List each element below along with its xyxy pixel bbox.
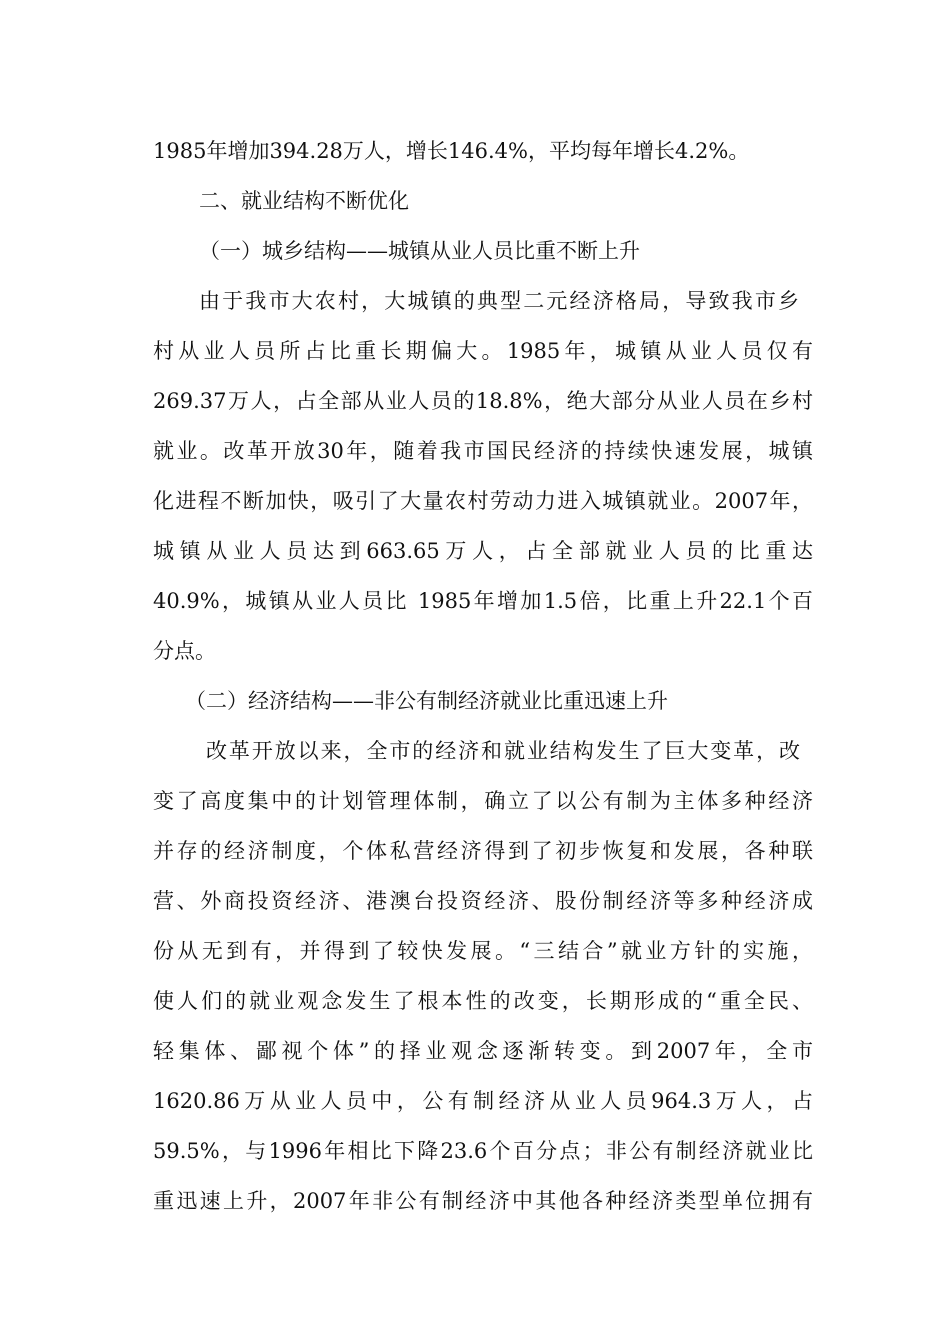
paragraph-line: 改革开放以来，全市的经济和就业结构发生了巨大变革，改: [206, 739, 800, 763]
subsection-heading: （二）经济结构——非公有制经济就业比重迅速上升: [185, 689, 668, 713]
paragraph-line: 变了高度集中的计划管理体制，确立了以公有制为主体多种经济: [153, 789, 813, 813]
section-heading: 二、就业结构不断优化: [199, 189, 409, 213]
paragraph-line: 40.9%，城镇从业人员比 1985年增加1.5倍，比重上升22.1个百: [153, 589, 813, 613]
paragraph-line: 分点。: [153, 639, 216, 663]
paragraph-line: 269.37万人，占全部从业人员的18.8%，绝大部分从业人员在乡村: [153, 389, 813, 413]
paragraph-line: 就业。改革开放30年，随着我市国民经济的持续快速发展，城镇: [153, 439, 813, 463]
paragraph-line: 轻集体、鄙视个体”的择业观念逐渐转变。到2007年，全市: [153, 1039, 813, 1063]
paragraph-line: 1620.86万从业人员中，公有制经济从业人员964.3万人，占: [153, 1089, 813, 1113]
paragraph-line: 城镇从业人员达到663.65万人，占全部就业人员的比重达: [153, 539, 813, 563]
paragraph-line: 59.5%，与1996年相比下降23.6个百分点；非公有制经济就业比: [153, 1139, 813, 1163]
paragraph-line: 1985年增加394.28万人，增长146.4%，平均每年增长4.2%。: [153, 139, 750, 163]
paragraph-line: 并存的经济制度，个体私营经济得到了初步恢复和发展，各种联: [153, 839, 813, 863]
paragraph-line: 化进程不断加快，吸引了大量农村劳动力进入城镇就业。2007年，: [153, 489, 813, 513]
paragraph-line: 由于我市大农村，大城镇的典型二元经济格局，导致我市乡: [199, 289, 799, 313]
paragraph-line: 使人们的就业观念发生了根本性的改变，长期形成的“重全民、: [153, 989, 813, 1013]
paragraph-line: 村从业人员所占比重长期偏大。1985年，城镇从业人员仅有: [153, 339, 813, 363]
subsection-heading: （一）城乡结构——城镇从业人员比重不断上升: [199, 239, 640, 263]
paragraph-line: 重迅速上升，2007年非公有制经济中其他各种经济类型单位拥有: [153, 1189, 813, 1213]
paragraph-line: 份从无到有，并得到了较快发展。“三结合”就业方针的实施，: [153, 939, 813, 963]
paragraph-line: 营、外商投资经济、港澳台投资经济、股份制经济等多种经济成: [153, 889, 813, 913]
